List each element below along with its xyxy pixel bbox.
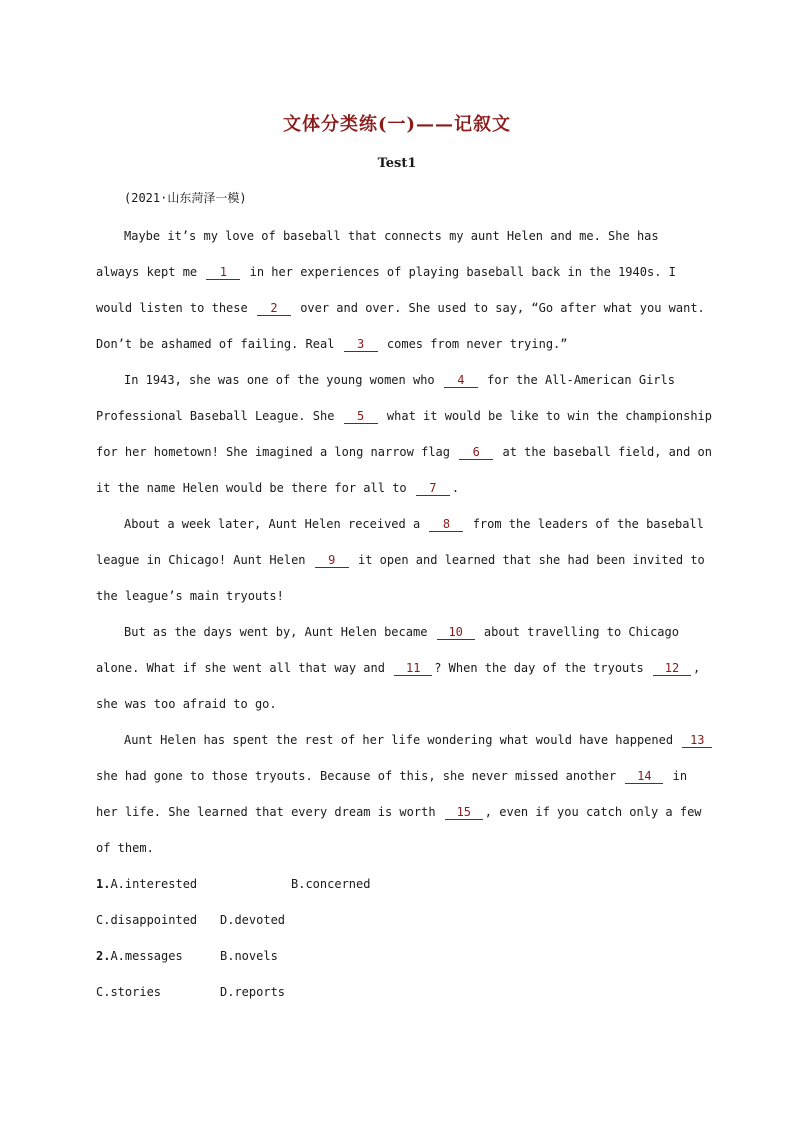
page-subtitle: Test1 bbox=[377, 156, 417, 171]
passage-text: about travelling to Chicago bbox=[483, 625, 679, 639]
passage-text: she was too afraid to go. bbox=[96, 697, 277, 711]
blank-12: 12 bbox=[653, 661, 691, 676]
blank-1: 1 bbox=[206, 265, 240, 280]
passage-text: the league’s main tryouts! bbox=[96, 589, 284, 603]
blank-4: 4 bbox=[444, 373, 478, 388]
passage-line bbox=[96, 552, 706, 568]
blank-11: 11 bbox=[394, 661, 432, 676]
blank-2: 2 bbox=[257, 301, 291, 316]
blank-6: 6 bbox=[459, 445, 493, 460]
passage-text: from the leaders of the baseball bbox=[472, 517, 704, 531]
blank-15: 15 bbox=[445, 805, 483, 820]
blank-14: 14 bbox=[625, 769, 663, 784]
passage-text: ? When the day of the tryouts bbox=[434, 661, 644, 675]
passage-text: would listen to these bbox=[96, 301, 248, 315]
passage-line bbox=[96, 480, 706, 496]
passage-text: But as the days went by, Aunt Helen became bbox=[124, 625, 428, 639]
option-c[interactable]: C.disappointed bbox=[96, 913, 198, 927]
passage-text: over and over. She used to say, “Go after what you want. bbox=[300, 301, 705, 315]
option-b[interactable]: B.concerned bbox=[291, 877, 371, 891]
passage-text: , bbox=[692, 661, 701, 675]
blank-3: 3 bbox=[344, 337, 378, 352]
option-a[interactable]: A.messages bbox=[110, 949, 183, 963]
source-note: (2021·山东菏泽一模) bbox=[124, 191, 247, 205]
passage-text: In 1943, she was one of the young women who bbox=[124, 373, 435, 387]
passage-text: league in Chicago! Aunt Helen bbox=[96, 553, 306, 567]
passage-line bbox=[96, 588, 706, 604]
passage-text: for the All-American Girls bbox=[487, 373, 675, 387]
passage-text: it the name Helen would be there for all to bbox=[96, 481, 407, 495]
passage-text: of them. bbox=[96, 841, 154, 855]
passage-text: in bbox=[672, 769, 688, 783]
passage-line bbox=[96, 264, 706, 280]
passage-text: in her experiences of playing baseball back in the 1940s. I bbox=[249, 265, 676, 279]
option-a[interactable]: A.interested bbox=[110, 877, 198, 891]
passage-line bbox=[96, 660, 706, 676]
passage-line bbox=[96, 768, 706, 784]
passage-text: About a week later, Aunt Helen received a bbox=[124, 517, 421, 531]
passage-line bbox=[96, 300, 706, 316]
blank-8: 8 bbox=[429, 517, 463, 532]
passage-text: Aunt Helen has spent the rest of her life wondering what would have happened bbox=[124, 733, 674, 747]
passage-line bbox=[124, 732, 706, 748]
passage-text: , even if you catch only a few bbox=[484, 805, 702, 819]
question-1-row-1 bbox=[96, 876, 706, 892]
passage-line bbox=[124, 228, 706, 244]
blank-9: 9 bbox=[315, 553, 349, 568]
passage-text: Professional Baseball League. She bbox=[96, 409, 335, 423]
passage-text: Maybe it’s my love of baseball that connects my aunt Helen and me. She has bbox=[124, 229, 659, 243]
question-2-row-2 bbox=[96, 984, 706, 1000]
passage-line bbox=[96, 840, 706, 856]
passage-text: her life. She learned that every dream is worth bbox=[96, 805, 436, 819]
passage-line bbox=[124, 372, 706, 388]
passage-text: for her hometown! She imagined a long narrow flag bbox=[96, 445, 451, 459]
passage-text: she had gone to those tryouts. Because of this, she never missed another bbox=[96, 769, 617, 783]
question-number: 2. bbox=[96, 949, 111, 963]
option-b[interactable]: B.novels bbox=[220, 949, 278, 963]
passage-text: always kept me bbox=[96, 265, 198, 279]
question-2-row-1 bbox=[96, 948, 706, 964]
blank-10: 10 bbox=[437, 625, 475, 640]
option-d[interactable]: D.devoted bbox=[220, 913, 286, 927]
passage-line bbox=[96, 444, 712, 460]
passage-text: at the baseball field, and on bbox=[502, 445, 712, 459]
passage-line bbox=[96, 408, 712, 424]
blank-5: 5 bbox=[344, 409, 378, 424]
passage-line bbox=[124, 624, 706, 640]
passage-text: . bbox=[451, 481, 460, 495]
passage-text: it open and learned that she had been invited to bbox=[357, 553, 705, 567]
passage-text: Don’t be ashamed of failing. Real bbox=[96, 337, 335, 351]
passage-line bbox=[96, 696, 706, 712]
blank-7: 7 bbox=[416, 481, 450, 496]
page-title: 文体分类练(一)——记叙文 bbox=[282, 114, 512, 135]
passage-line bbox=[96, 336, 706, 352]
question-number: 1. bbox=[96, 877, 111, 891]
passage-line bbox=[124, 516, 706, 532]
passage-text: comes from never trying.” bbox=[386, 337, 568, 351]
option-d[interactable]: D.reports bbox=[220, 985, 286, 999]
question-1-row-2 bbox=[96, 912, 706, 928]
passage-text: alone. What if she went all that way and bbox=[96, 661, 385, 675]
blank-13: 13 bbox=[682, 733, 712, 748]
passage-text: what it would be like to win the championship bbox=[386, 409, 712, 423]
passage-line bbox=[96, 804, 706, 820]
option-c[interactable]: C.stories bbox=[96, 985, 162, 999]
